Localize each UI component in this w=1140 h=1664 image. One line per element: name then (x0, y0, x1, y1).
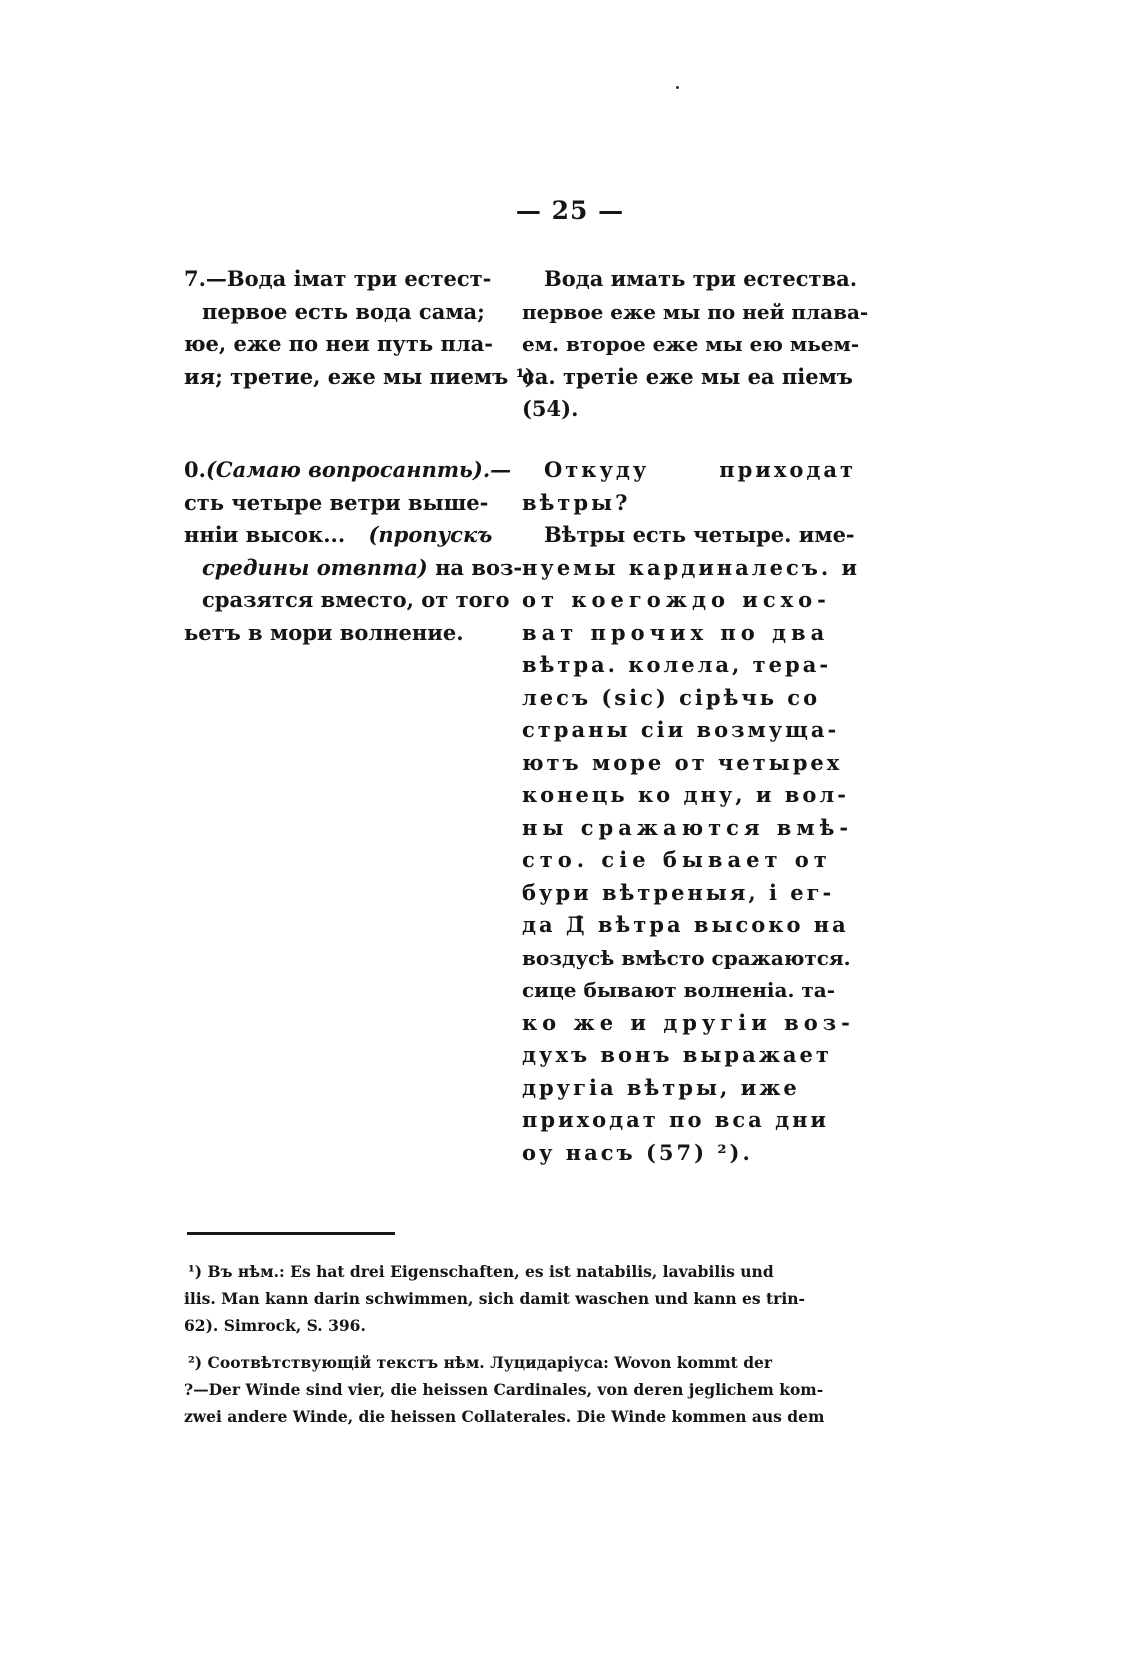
footnote-line: ²) Соотвѣтствующій текстъ нѣм. Луцидаріуса: Wovon kommt der (188, 1353, 773, 1372)
text-line: ем. второе еже мы ею мьем- (522, 332, 860, 356)
right-column-block-2 (522, 454, 882, 1169)
footnote-line: ¹) Въ нѣм.: Es hat drei Eigenschaften, es ist natabilis, lavabilis und (188, 1262, 774, 1281)
text-span: приходат (719, 457, 856, 482)
text-line: первое еже мы по ней плава- (522, 299, 869, 324)
text-line: да Д̑ вѣтра высоко на (522, 912, 849, 937)
text-line: сразятся вместо, от того (202, 587, 510, 612)
footnote-line: ilis. Man kann darin schwimmen, sich damit waschen und kann es trin- (184, 1289, 805, 1308)
text-line: бури вѣтреныя, і ег- (522, 879, 835, 905)
text-line: ютъ море от четырех (522, 749, 843, 775)
text-line: 7.—Вода імат три естест- (184, 266, 492, 291)
text-line: другіа вѣтры, иже (522, 1074, 800, 1100)
text-line: конець ко дну, и вол- (522, 782, 849, 807)
text-line: ьетъ в мори волнение. (184, 619, 464, 645)
text-span: Откуду (544, 457, 650, 482)
text-line: юе, еже по неи путь пла- (184, 331, 493, 356)
text-line: оу насъ (57) ²). (522, 1139, 753, 1165)
text-line: вѣтра. колела, тера- (522, 652, 832, 677)
text-line: ко же и другіи воз- (522, 1009, 855, 1035)
italic-note: средины отвпта) (202, 554, 428, 580)
text-line: ват прочих по два (522, 619, 830, 645)
text-line: страны сіи возмуща- (522, 717, 840, 742)
text-line: сто. сіе бывает от (522, 847, 832, 872)
text-line: сице бывают волненіа. та- (522, 978, 836, 1002)
left-column-block-2 (184, 454, 523, 649)
text-line: от коегождо исхо- (522, 587, 831, 612)
text-line: сть четыре ветри выше- (184, 489, 489, 515)
text-line: ия; третие, еже мы пиемъ ¹). (184, 363, 543, 389)
text-line: вѣтры? (522, 489, 631, 515)
text-line: лесъ (sic) сірѣчь со (522, 684, 821, 710)
text-line: Вѣтры есть четыре. име- (544, 522, 855, 547)
text-line: (54). (522, 396, 579, 421)
footnotes (184, 1258, 884, 1430)
footnote-line: 62). Simrock, S. 396. (184, 1316, 366, 1335)
text-line: первое есть вода сама; (202, 298, 485, 324)
page-number: — 25 — (515, 196, 625, 225)
italic-note: (Самаю вопросанпть).— (205, 457, 512, 482)
italic-note: (пропускъ (368, 522, 493, 547)
right-column-block-1 (522, 263, 882, 426)
text-line (522, 454, 856, 487)
text-span: нніи высок... (184, 522, 346, 547)
text-line: духъ вонъ выражает (522, 1042, 832, 1067)
text-line (184, 519, 504, 552)
text-line: нуемы кардиналесъ. и (522, 554, 861, 580)
text-line: приходат по вса дни (522, 1107, 830, 1132)
text-line: воздусѣ вмѣсто сражаются. (522, 945, 851, 970)
text-line: ны сражаются вмѣ- (522, 814, 854, 840)
text-line: са. третіе еже мы еа піемъ (522, 363, 853, 389)
left-column-block-1 (184, 263, 543, 393)
text-line (184, 454, 512, 487)
text-span: на воз- (435, 554, 523, 580)
text-line: Вода имать три естества. (544, 266, 858, 291)
footnote-line: ?—Der Winde sind vier, die heissen Cardinales, von deren jeglichem kom- (184, 1380, 824, 1399)
section-number: 0. (184, 457, 206, 482)
footnote-line: zwei andere Winde, die heissen Collaterales. Die Winde kommen aus dem (184, 1407, 825, 1426)
footnote-divider (187, 1232, 395, 1235)
speck (676, 86, 679, 89)
text-line (184, 552, 523, 585)
